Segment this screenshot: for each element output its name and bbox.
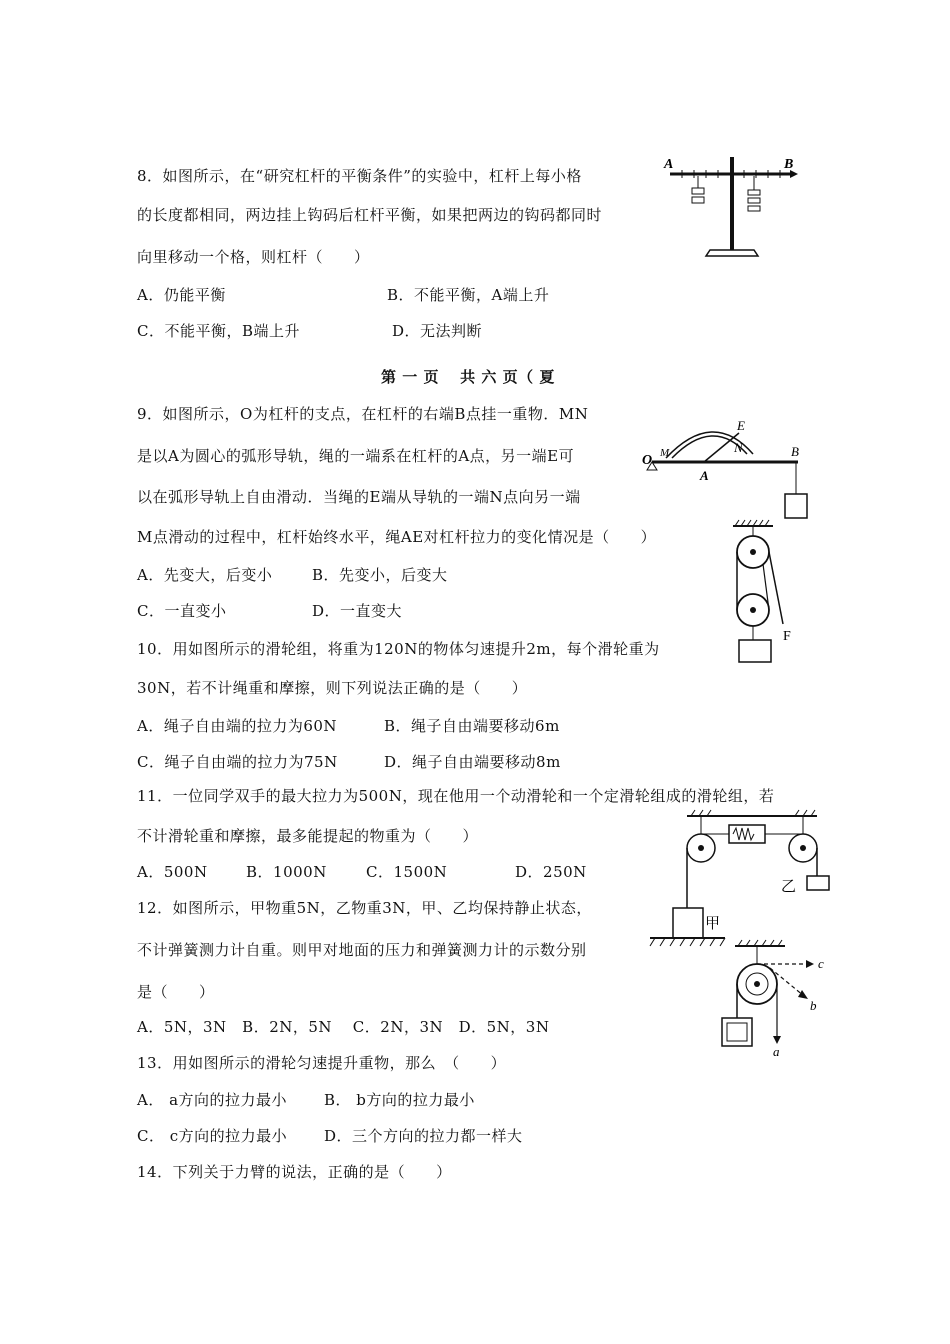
q8-option-c: C．不能平衡，B端上升	[137, 322, 301, 340]
q11-option-d: D．250N	[515, 863, 587, 881]
q8-option-b: B．不能平衡，A端上升	[387, 286, 550, 304]
q11-line1: 11．一位同学双手的最大拉力为500N，现在他用一个动滑轮和一个定滑轮组成的滑轮组，若	[137, 787, 775, 805]
q10-option-a: A．绳子自由端的拉力为60N	[137, 717, 338, 735]
q9-line3: 以在弧形导轨上自由滑动．当绳的E端从导轨的一端N点向另一端	[137, 488, 581, 506]
q12-options: A．5N，3N B．2N，5N C．2N，3N D．5N，3N	[137, 1018, 550, 1036]
q9-line2: 是以A为圆心的弧形导轨，绳的一端系在杠杆的A点，另一端E可	[137, 447, 575, 465]
label-b: B	[784, 157, 794, 172]
q8-line3: 向里移动一个格，则杠杆（ ）	[137, 248, 370, 266]
q8-line1: 8．如图所示，在“研究杠杆的平衡条件”的实验中，杠杆上每小格	[137, 167, 582, 185]
q9-option-a: A．先变大，后变小	[137, 566, 273, 584]
spring-scale-figure	[645, 808, 845, 953]
label-a: A	[700, 468, 709, 483]
q9-option-b: B．先变小，后变大	[312, 566, 448, 584]
q11-option-b: B．1000N	[246, 863, 327, 881]
q10-option-d: D．绳子自由端要移动8m	[384, 753, 561, 771]
q10-line1: 10．用如图所示的滑轮组，将重为120N的物体匀速提升2m，每个滑轮重为	[137, 640, 660, 658]
label-e: E	[737, 418, 745, 433]
q13-option-c: C． c方向的拉力最小	[137, 1127, 288, 1145]
q12-line3: 是（ ）	[137, 983, 215, 1001]
q9-line1: 9．如图所示，O为杠杆的支点，在杠杆的右端B点挂一重物．MN	[137, 405, 589, 423]
single-pulley-figure	[700, 938, 840, 1058]
q13-option-b: B． b方向的拉力最小	[324, 1091, 475, 1109]
q13-option-d: D．三个方向的拉力都一样大	[324, 1127, 523, 1145]
q13-line1: 13．用如图所示的滑轮匀速提升重物，那么 （ ）	[137, 1054, 507, 1072]
lever-balance-figure	[662, 152, 802, 267]
q13-option-a: A． a方向的拉力最小	[137, 1091, 288, 1109]
q11-option-a: A．500N	[137, 863, 208, 881]
q9-option-d: D．一直变大	[312, 602, 403, 620]
label-a: A	[664, 157, 674, 172]
q14-line1: 14．下列关于力臂的说法，正确的是（ ）	[137, 1163, 452, 1181]
q10-option-c: C．绳子自由端的拉力为75N	[137, 753, 338, 771]
label-b: B	[791, 444, 799, 459]
q9-line4: M点滑动的过程中，杠杆始终水平，绳AE对杠杆拉力的变化情况是（ ）	[137, 528, 657, 546]
label-m: M	[660, 447, 670, 459]
q8-option-a: A．仍能平衡	[137, 286, 226, 304]
arc-lever-figure	[638, 410, 813, 522]
q9-option-c: C．一直变小	[137, 602, 227, 620]
label-n: N	[734, 440, 743, 455]
q12-line1: 12．如图所示，甲物重5N，乙物重3N，甲、乙均保持静止状态，	[137, 899, 592, 917]
q12-line2: 不计弹簧测力计自重。则甲对地面的压力和弹簧测力计的示数分别	[137, 941, 587, 959]
label-o: O	[642, 453, 653, 468]
label-jia: 甲	[705, 916, 721, 932]
label-c: c	[818, 956, 824, 971]
label-f: F	[783, 629, 791, 644]
label-yi: 乙	[781, 879, 797, 895]
q8-line2: 的长度都相同，两边挂上钩码后杠杆平衡，如果把两边的钩码都同时	[137, 206, 603, 224]
q11-line2: 不计滑轮重和摩擦，最多能提起的物重为（ ）	[137, 827, 479, 845]
q8-option-d: D．无法判断	[392, 322, 483, 340]
label-a: a	[773, 1044, 780, 1058]
q10-option-b: B．绳子自由端要移动6m	[384, 717, 560, 735]
pulley-block-figure	[725, 512, 800, 667]
label-b: b	[810, 998, 817, 1013]
page-footer: 第 一 页 共 六 页（ 夏	[381, 368, 555, 386]
q11-option-c: C．1500N	[366, 863, 448, 881]
q10-line2: 30N，若不计绳重和摩擦，则下列说法正确的是（ ）	[137, 679, 528, 697]
